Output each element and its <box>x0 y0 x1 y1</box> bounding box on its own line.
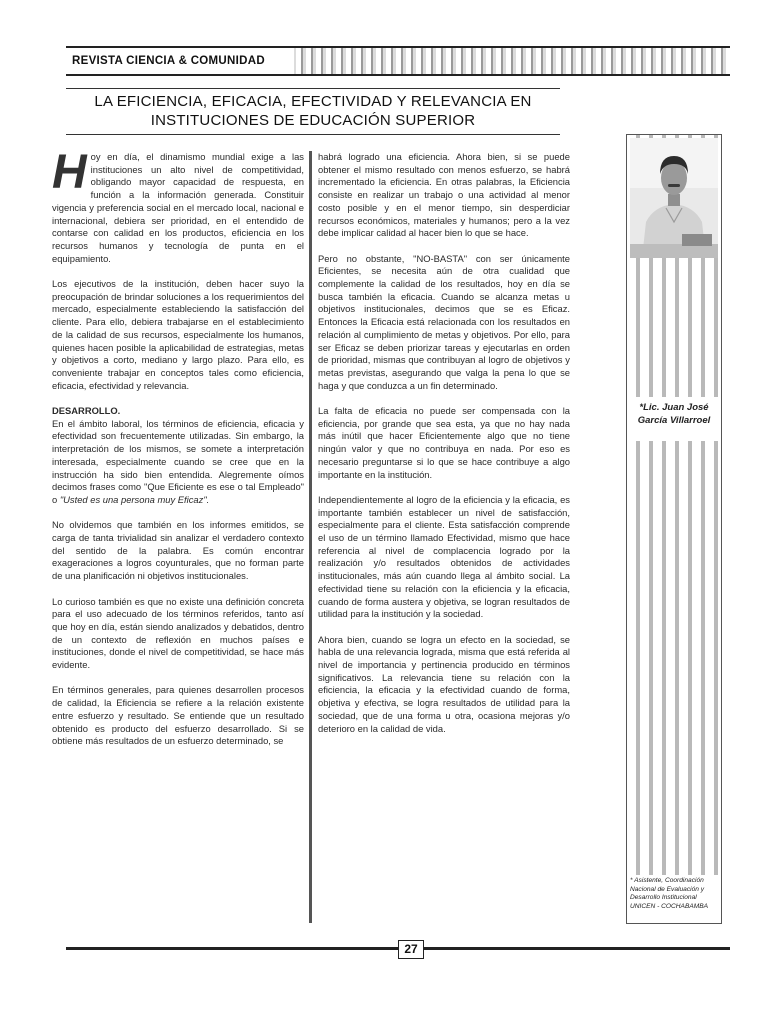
credit-line: UNICEN - COCHABAMBA <box>630 902 709 910</box>
paragraph: La falta de eficacia no puede ser compensada con la eficiencia, por grande que sea esta, ya que no hay nada más inútil que hacer Eficientemente algo que no tiene ningún valor y que no contribuya en nada. Por eso es necesario preguntarse si lo que se hace contribuye a algo importante en la institución. <box>318 405 570 480</box>
paragraph-text: En el ámbito laboral, los términos de eficiencia, eficacia y efectividad son frecuentemente utilizadas. Sin embargo, la interpretación de los mismos, se somete a interpretación interesada, especialmente cuando se cree que en la instrucción ha sido bien entendida. Alegremente oímos decimos frases como "Que Eficiente es ese o tal Empleado" o <box>52 417 304 505</box>
quoted-phrase: "Usted es una persona muy Eficaz". <box>59 493 210 505</box>
author-name-line-2: García Villarroel <box>637 415 711 426</box>
section-heading: DESARROLLO. <box>52 405 121 417</box>
author-photo <box>630 138 718 258</box>
paragraph <box>52 146 304 265</box>
article-title-line-1: LA EFICIENCIA, EFICACIA, EFECTIVIDAD Y RELEVANCIA EN <box>94 93 532 110</box>
journal-name: REVISTA CIENCIA & COMUNIDAD <box>72 55 265 67</box>
paragraph: En términos generales, para quienes desarrollen procesos de calidad, la Eficiencia se refiere a la relación existente entre esfuerzo y resultado. Se entiende que un resultado obtenido es producto del esfuerzo desarrollado. Si se obtiene más resultados de un esfuerzo determinado, se <box>52 684 304 747</box>
paragraph: Pero no obstante, "NO-BASTA" con ser únicamente Eficientes, se necesita aún de otra cualidad que complemente la calidad de los resultados, hoy en día se busca también la eficacia. Cuando se alcanza metas u objetivos institucionales, decimos que se es Eficaz. Entonces la Eficacia está relacionada con los resultados en relación al cumplimiento de metas y objetivos. Por ello, para ser Eficaz se deben priorizar tareas y ejecutarlas en orden de prioridad, mismas que contribuyan al logro de objetivos y metas previstas, asegurando que valga la pena lo que se haga y que conduzca a un fin determinado. <box>318 252 570 391</box>
author-name-line-1: *Lic. Juan José <box>639 402 709 413</box>
credit-line: * Asistente, Coordinación <box>630 877 704 884</box>
page-number: 27 <box>398 940 424 959</box>
paragraph <box>52 405 304 507</box>
journal-header-box <box>66 48 294 74</box>
paragraph: habrá logrado una eficiencia. Ahora bien, si se puede obtener el mismo resultado con menos esfuerzo, se habrá incrementado la eficiencia. En otras palabras, la Eficiencia consiste en realizar un trabajo o una actividad al menor costo posible y en el menor tiempo, sin desperdiciar recursos económicos, materiales y humanos; pero a la vez debe implicar calidad al hacer bien lo que se hace. <box>318 151 570 239</box>
article-title-line-2: INSTITUCIONES DE EDUCACIÓN SUPERIOR <box>150 112 476 129</box>
credit-line: Nacional de Evaluación y <box>630 885 705 893</box>
paragraph: Los ejecutivos de la institución, deben hacer suyo la preocupación de brindar soluciones a los requerimientos del mercado, especialmente estableciendo la satisfacción del cliente. Para ello, debiera trabajarse en el establecimiento de la calidad de sus recursos, especialmente los humanos, quienes hacen posible la aplicabilidad de estrategias, metas y objetivos a corto, mediano y largo plazo. Para ello, es conveniente trabajar en conceptos tales como eficiencia, eficacia, efectividad y relevancia. <box>52 278 304 391</box>
journal-header-band <box>66 46 730 76</box>
author-name-box <box>627 397 721 441</box>
paragraph: Independientemente al logro de la eficiencia y la eficacia, es importante también establecer un nivel de satisfacción, especialmente para el cliente. Esta satisfacción comprende el uso de un término llamado Efectividad, mismo que hace referencia al nivel de complacencia logrado por la realización y/o resultados obtenidos de actividades institucionales, más aún cuando llega al ámbito social. La efectividad tiene su relación con la eficiencia y la eficacia, cuando de forma austera y objetiva, se logran resultados de utilidad para la institución y la sociedad. <box>318 493 570 620</box>
left-column <box>52 146 304 761</box>
author-sidebar <box>626 134 722 924</box>
drop-cap: H <box>52 146 87 199</box>
paragraph: No olvidemos que también en los informes emitidos, se carga de tanta trivialidad sin analizar el verdadero contexto del sentido de la palabra. Es común encontrar exageraciones a logros coyunturales, que no forman parte de una planificación ni objetivos institucionales. <box>52 519 304 582</box>
paragraph: Lo curioso también es que no existe una definición concreta para el uso adecuado de los términos referidos, tanto así que hoy en día, están siendo analizados y debatidos, dentro de un contexto de reflexión en muchos países e instituciones, donde el nivel de competitividad, se hace más evidente. <box>52 595 304 671</box>
right-column <box>318 151 570 748</box>
article-title <box>66 88 560 135</box>
column-divider <box>309 151 312 923</box>
credit-line: Desarrollo Institucional <box>630 894 697 902</box>
author-credits <box>627 875 721 923</box>
paragraph: Ahora bien, cuando se logra un efecto en la sociedad, se habla de una relevancia lograda, misma que está referida al nivel de importancia y pertinencia producido en términos significativos. La relevancia tiene su relación con la eficiencia, la eficacia y la efectividad cuando de forma, objetiva y efectiva, se logra resultados de utilidad para la sociedad, que de una forma u otra, ocasiona mejoras y/o deterioro en la calidad de vida. <box>318 633 570 734</box>
paragraph-text: oy en día, el dinamismo mundial exige a las instituciones un alto nivel de competitividad, obligando mayor capacidad de respuesta, en función a la información generada. Constituir vigencia y preferencia social en el mercado local, nacional e internacional, debiera ser prioridad, en el entendido de contarse con calidad en los productos, eficiencia en los recursos humanos y tecnología de punta en el equipamiento. <box>52 151 304 264</box>
